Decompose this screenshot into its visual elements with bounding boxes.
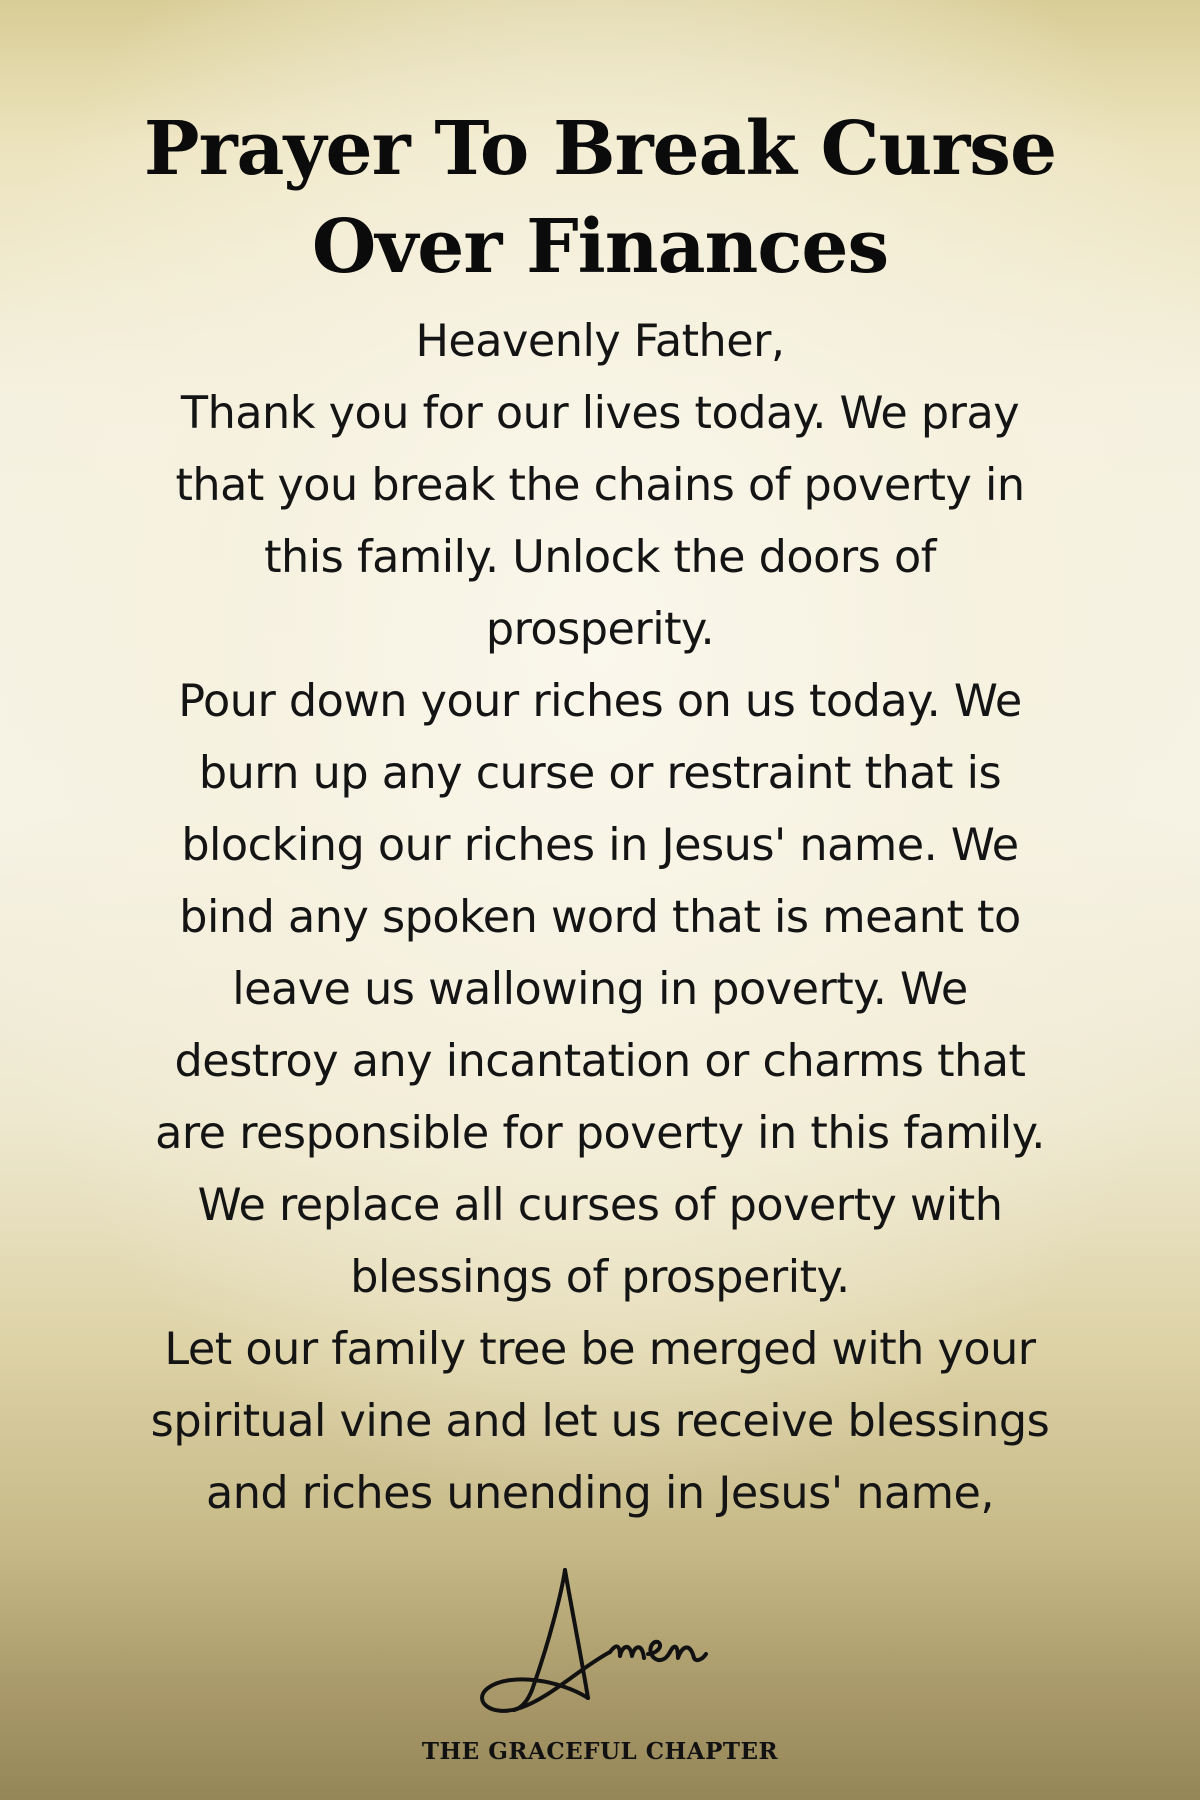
prayer-line: blessings of prosperity. <box>350 1252 850 1303</box>
page-title <box>0 100 1200 296</box>
brand-footer: THE GRACEFUL CHAPTER <box>421 1738 779 1765</box>
prayer-line: Let our family tree be merged with your <box>164 1324 1036 1375</box>
prayer-line: this family. Unlock the doors of <box>264 532 936 583</box>
prayer-line: destroy any incantation or charms that <box>174 1036 1026 1087</box>
prayer-line: bind any spoken word that is meant to <box>179 892 1021 943</box>
prayer-line: and riches unending in Jesus' name, <box>205 1468 995 1519</box>
amen-signature <box>470 1560 730 1720</box>
prayer-line: spiritual vine and let us receive blessings <box>150 1396 1050 1447</box>
prayer-line: that you break the chains of poverty in <box>175 460 1025 511</box>
title-line-1: Prayer To Break Curse <box>143 106 1057 192</box>
prayer-line: Pour down your riches on us today. We <box>178 676 1022 727</box>
prayer-body <box>100 306 1100 1530</box>
prayer-line: prosperity. <box>485 604 715 655</box>
prayer-line: We replace all curses of poverty with <box>197 1180 1003 1231</box>
prayer-line: Thank you for our lives today. We pray <box>180 388 1020 439</box>
prayer-line: burn up any curse or restraint that is <box>198 748 1002 799</box>
prayer-line: blocking our riches in Jesus' name. We <box>181 820 1019 871</box>
prayer-line: Heavenly Father, <box>415 316 785 367</box>
prayer-line: leave us wallowing in poverty. We <box>232 964 968 1015</box>
prayer-line: are responsible for poverty in this family. <box>155 1108 1045 1159</box>
title-line-2: Over Finances <box>311 204 889 290</box>
